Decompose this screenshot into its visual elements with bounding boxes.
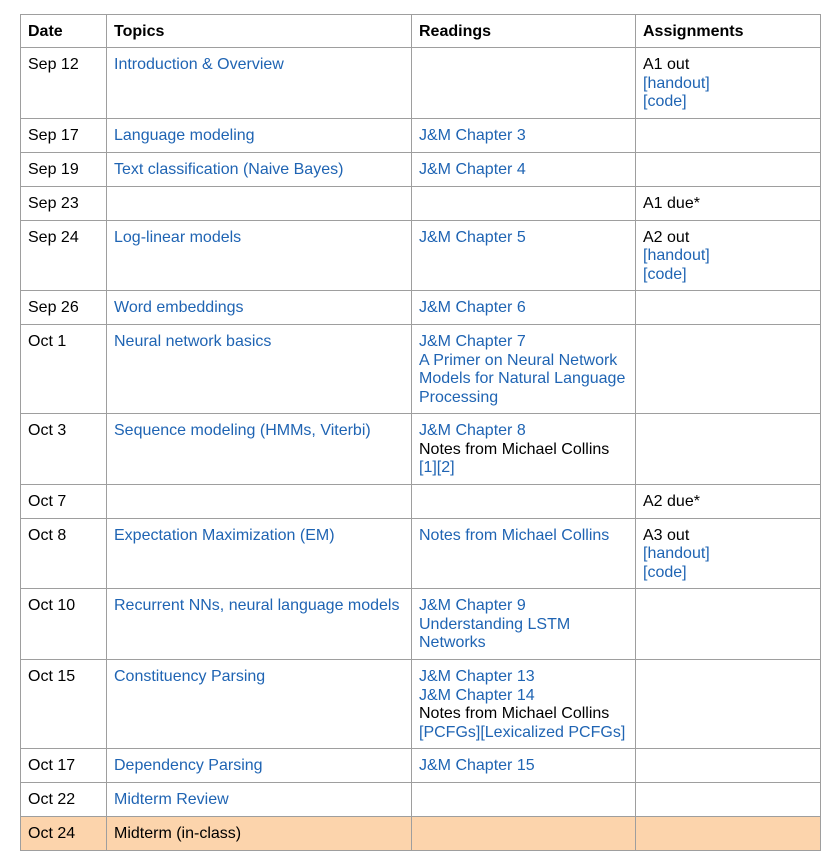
date-cell (21, 414, 107, 485)
assignment-link[interactable]: [code] (643, 265, 687, 283)
header-date: Date (21, 15, 107, 48)
reading-link[interactable]: [PCFGs][Lexicalized PCFGs] (419, 723, 626, 741)
topic-cell (107, 48, 412, 119)
readings-cell (412, 414, 636, 485)
reading-link[interactable]: [1][2] (419, 459, 455, 476)
assignment-link[interactable]: [code] (643, 93, 687, 110)
readings-cell (412, 220, 636, 291)
reading-link[interactable]: J&M Chapter 3 (419, 126, 526, 144)
topic-link[interactable]: Recurrent NNs, neural language models (114, 597, 400, 614)
header-assignments: Assignments (636, 15, 821, 48)
table-row (21, 220, 821, 291)
topic-cell (107, 152, 412, 186)
table-row (21, 414, 821, 485)
reading-link[interactable]: A Primer on Neural Network Models for Natural Language Processing (419, 351, 626, 406)
assignment-link[interactable]: [handout] (643, 545, 710, 562)
assignments-cell (636, 749, 821, 783)
topic-link[interactable]: Introduction & Overview (114, 56, 284, 73)
assignments-cell (636, 414, 821, 485)
assignments-cell (636, 291, 821, 325)
topic-text: Midterm (in-class) (114, 825, 242, 842)
topic-cell (107, 414, 412, 485)
date-cell (21, 518, 107, 589)
topic-cell (107, 325, 412, 414)
schedule-table (20, 14, 821, 851)
topic-cell (107, 186, 412, 220)
reading-link[interactable]: Notes from Michael Collins (419, 526, 610, 544)
readings-cell (412, 817, 636, 851)
readings-cell (412, 783, 636, 817)
date-text: Oct 17 (28, 757, 76, 774)
date-cell (21, 220, 107, 291)
assignment-text: A1 due* (643, 194, 700, 212)
readings-cell (412, 749, 636, 783)
topic-link[interactable]: Sequence modeling (HMMs, Viterbi) (114, 422, 371, 439)
readings-cell (412, 484, 636, 518)
topic-link[interactable]: Constituency Parsing (114, 668, 266, 685)
date-cell (21, 589, 107, 660)
assignment-link[interactable]: [handout] (643, 74, 710, 92)
table-row (21, 749, 821, 783)
date-text: Oct 3 (28, 422, 67, 439)
date-text: Oct 8 (28, 526, 67, 544)
date-text: Sep 12 (28, 56, 79, 73)
assignments-cell (636, 817, 821, 851)
assignments-cell (636, 660, 821, 749)
date-cell (21, 152, 107, 186)
topic-link[interactable]: Word embeddings (114, 299, 244, 316)
assignments-cell (636, 186, 821, 220)
topic-link[interactable]: Neural network basics (114, 333, 272, 350)
reading-link[interactable]: J&M Chapter 9 (419, 597, 526, 614)
assignments-cell (636, 220, 821, 291)
reading-link[interactable]: Understanding LSTM Networks (419, 615, 571, 651)
assignment-text: A3 out (643, 526, 690, 544)
assignments-cell (636, 152, 821, 186)
date-cell (21, 660, 107, 749)
topic-cell (107, 291, 412, 325)
topic-link[interactable]: Language modeling (114, 126, 255, 144)
readings-cell (412, 152, 636, 186)
schedule-body (21, 48, 821, 851)
topic-cell (107, 518, 412, 589)
date-cell (21, 783, 107, 817)
date-text: Oct 10 (28, 597, 76, 614)
assignments-cell (636, 518, 821, 589)
assignments-cell (636, 118, 821, 152)
date-text: Oct 1 (28, 333, 67, 350)
topic-link[interactable]: Dependency Parsing (114, 757, 263, 774)
table-row (21, 325, 821, 414)
assignment-text: A2 out (643, 228, 690, 246)
assignments-cell (636, 484, 821, 518)
table-row (21, 518, 821, 589)
table-row (21, 186, 821, 220)
topic-link[interactable]: Midterm Review (114, 791, 229, 808)
reading-link[interactable]: J&M Chapter 7 (419, 333, 526, 350)
readings-cell (412, 589, 636, 660)
date-text: Oct 15 (28, 668, 76, 685)
date-text: Sep 19 (28, 160, 79, 178)
topic-cell (107, 484, 412, 518)
date-text: Sep 24 (28, 228, 79, 246)
assignment-link[interactable]: [handout] (643, 247, 710, 264)
assignment-text: A2 due* (643, 492, 700, 510)
topic-cell (107, 118, 412, 152)
topic-link[interactable]: Text classification (Naive Bayes) (114, 160, 344, 178)
assignments-cell (636, 325, 821, 414)
reading-link[interactable]: J&M Chapter 14 (419, 686, 535, 704)
topic-link[interactable]: Log-linear models (114, 228, 242, 246)
topic-cell (107, 783, 412, 817)
reading-link[interactable]: J&M Chapter 15 (419, 757, 535, 774)
date-cell (21, 484, 107, 518)
reading-link[interactable]: J&M Chapter 4 (419, 160, 526, 178)
assignments-cell (636, 589, 821, 660)
readings-cell (412, 518, 636, 589)
readings-cell (412, 48, 636, 119)
reading-link[interactable]: J&M Chapter 5 (419, 228, 526, 246)
readings-cell (412, 118, 636, 152)
table-row (21, 48, 821, 119)
date-text: Sep 17 (28, 126, 79, 144)
date-cell (21, 817, 107, 851)
reading-link[interactable]: J&M Chapter 13 (419, 668, 535, 685)
topic-cell (107, 749, 412, 783)
readings-cell (412, 660, 636, 749)
header-readings: Readings (412, 15, 636, 48)
date-text: Oct 7 (28, 492, 67, 510)
header-topics: Topics (107, 15, 412, 48)
assignment-link[interactable]: [code] (643, 563, 687, 581)
date-text: Sep 26 (28, 299, 79, 316)
readings-cell (412, 291, 636, 325)
table-row (21, 817, 821, 851)
topic-link[interactable]: Expectation Maximization (EM) (114, 526, 335, 544)
readings-cell (412, 325, 636, 414)
reading-text: Notes from Michael Collins (419, 440, 610, 458)
date-cell (21, 325, 107, 414)
date-text: Oct 24 (28, 825, 76, 842)
reading-link[interactable]: J&M Chapter 8 (419, 422, 526, 439)
date-cell (21, 118, 107, 152)
date-cell (21, 48, 107, 119)
assignments-cell (636, 48, 821, 119)
assignments-cell (636, 783, 821, 817)
date-cell (21, 186, 107, 220)
reading-text: Notes from Michael Collins (419, 705, 610, 722)
reading-link[interactable]: J&M Chapter 6 (419, 299, 526, 316)
readings-cell (412, 186, 636, 220)
assignment-text: A1 out (643, 56, 690, 73)
table-row (21, 484, 821, 518)
topic-cell (107, 660, 412, 749)
table-row (21, 589, 821, 660)
table-row (21, 783, 821, 817)
table-row (21, 118, 821, 152)
topic-cell (107, 589, 412, 660)
date-text: Oct 22 (28, 791, 76, 808)
topic-cell (107, 220, 412, 291)
header-row (21, 15, 821, 48)
table-row (21, 152, 821, 186)
date-cell (21, 749, 107, 783)
table-row (21, 291, 821, 325)
date-text: Sep 23 (28, 194, 79, 212)
topic-cell (107, 817, 412, 851)
date-cell (21, 291, 107, 325)
table-row (21, 660, 821, 749)
